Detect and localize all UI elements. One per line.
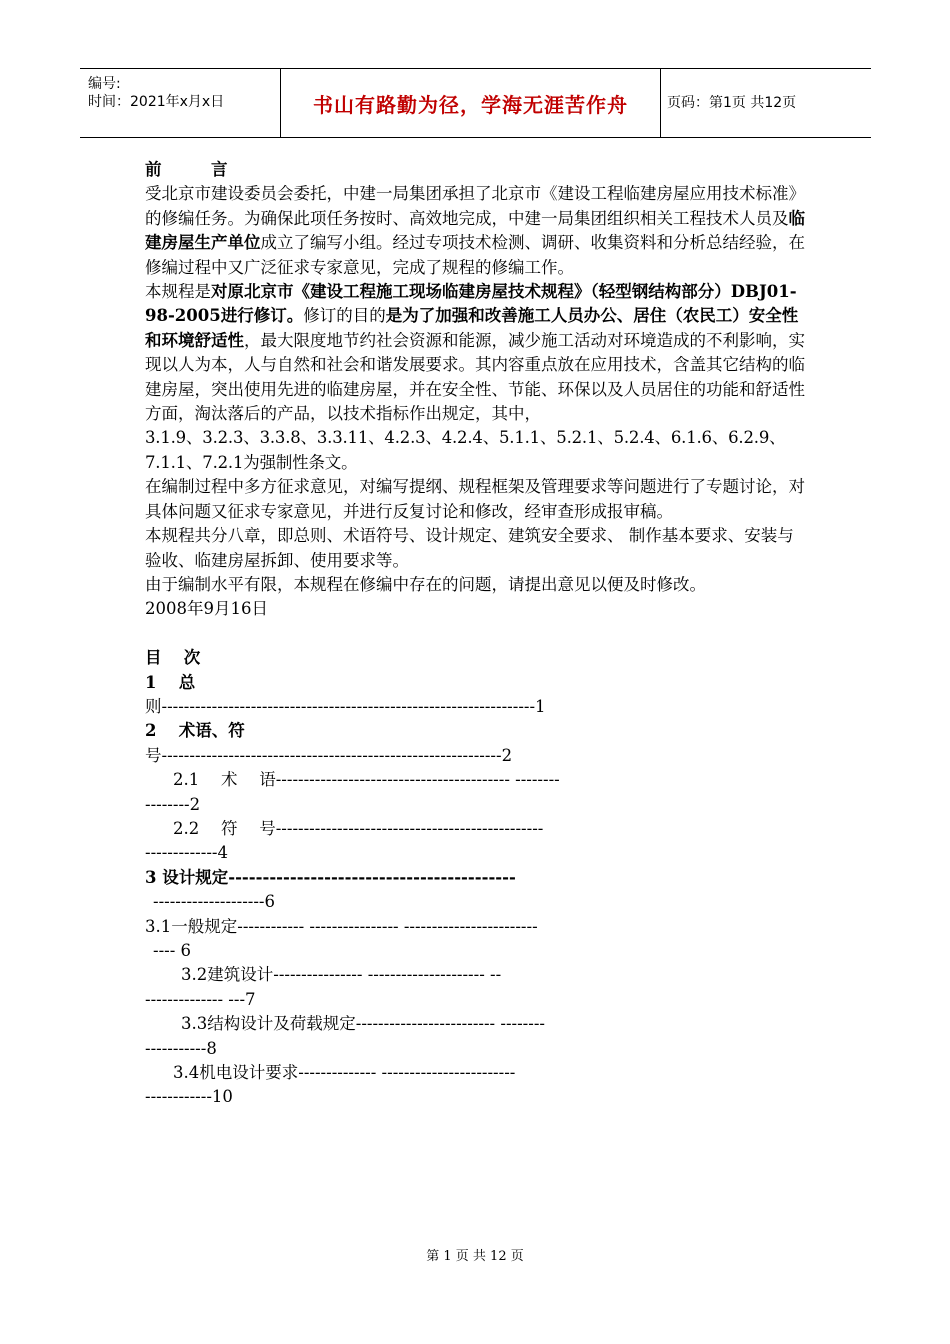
toc-line: 3.1一般规定------------ ---------------- ------------------------	[145, 916, 538, 936]
page-header	[80, 68, 871, 138]
toc-line: 3 设计规定------------------------------------------	[145, 867, 516, 887]
preface-paragraph-2: 本规程是对原北京市《建设工程施工现场临建房屋技术规程》（轻型钢结构部分）DBJ01-98-2005进行修订。修订的目的是为了加强和改善施工人员办公、居住（农民工）安全性和环境舒适性，最大限度地节约社会资源和能源，减少施工活动对环境造成的不利影响，实现以人为本，人与自然和社会和谐发展要求。其内容重点放在应用技术，含盖其它结构的临建房屋，突出使用先进的临建房屋，并在安全性、节能、环保以及人员居住的功能和舒适性方面，淘汰落后的产品，以技术指标作出规定，其中，	[145, 282, 805, 424]
toc-line: --------------------6	[153, 892, 276, 912]
document-body	[145, 158, 810, 1110]
toc-line: -------------- ---7	[145, 989, 256, 1009]
document-number-label: 编号:	[88, 76, 121, 92]
page-footer: 第 1 页 共 12 页	[426, 1249, 524, 1264]
toc-line: 则-------------------------------------------------------------------1	[145, 696, 546, 716]
document-time-label: 时间：2021年x月x日	[88, 94, 225, 110]
preface-paragraph-1: 受北京市建设委员会委托，中建一局集团承担了北京市《建设工程临建房屋应用技术标准》的修编任务。为确保此项任务按时、高效地完成，中建一局集团组织相关工程技术人员及临建房屋生产单位成立了编写小组。经过专项技术检测、调研、收集资料和分析总结经验，在修编过程中又广泛征求专家意见，完成了规程的修编工作。	[145, 184, 805, 277]
toc-title: 目 次	[145, 648, 201, 668]
toc-line: 3.2建筑设计---------------- --------------------- --	[181, 965, 502, 985]
toc-line: -----------8	[145, 1038, 217, 1058]
header-meta-cell	[80, 69, 281, 137]
toc-line: -------------4	[145, 843, 228, 863]
toc-line: 2 术语、符	[145, 721, 245, 741]
header-page-info: 页码：第1页 共12页	[667, 95, 797, 111]
toc-line: 3.3结构设计及荷载规定------------------------- --------	[181, 1014, 545, 1034]
mandatory-clauses: 3.1.9、3.2.3、3.3.8、3.3.11、4.2.3、4.2.4、5.1.1、5.2.1、5.2.4、6.1.6、6.2.9、7.1.1、7.2.1为强制性条文。	[145, 428, 786, 472]
preface-date: 2008年9月16日	[145, 599, 268, 619]
preface-paragraph-3: 在编制过程中多方征求意见，对编写提纲、规程框架及管理要求等问题进行了专题讨论，对具体问题又征求专家意见，并进行反复讨论和修改，经审查形成报审稿。	[145, 477, 805, 521]
toc-line: 3.4机电设计要求-------------- ------------------------	[173, 1063, 516, 1083]
header-motto: 书山有路勤为径，学海无涯苦作舟	[313, 92, 628, 117]
preface-paragraph-4: 本规程共分八章，即总则、术语符号、设计规定、建筑安全要求、 制作基本要求、安装与验收、临建房屋拆卸、使用要求等。	[145, 526, 794, 570]
toc-line: 2.2 符 号------------------------------------------------	[173, 818, 544, 838]
toc-line: 1 总	[145, 672, 196, 692]
preface-paragraph-5: 由于编制水平有限，本规程在修编中存在的问题，请提出意见以便及时修改。	[145, 574, 706, 594]
header-page-cell	[661, 69, 871, 137]
toc-line: ---- 6	[153, 940, 192, 960]
toc-line: ------------10	[145, 1087, 233, 1107]
toc-line: --------2	[145, 794, 201, 814]
preface-title: 前 言	[145, 160, 228, 179]
toc-line: 号-------------------------------------------------------------2	[145, 745, 513, 765]
toc-line: 2.1 术 语------------------------------------------ --------	[173, 770, 560, 790]
header-motto-cell	[281, 69, 661, 137]
